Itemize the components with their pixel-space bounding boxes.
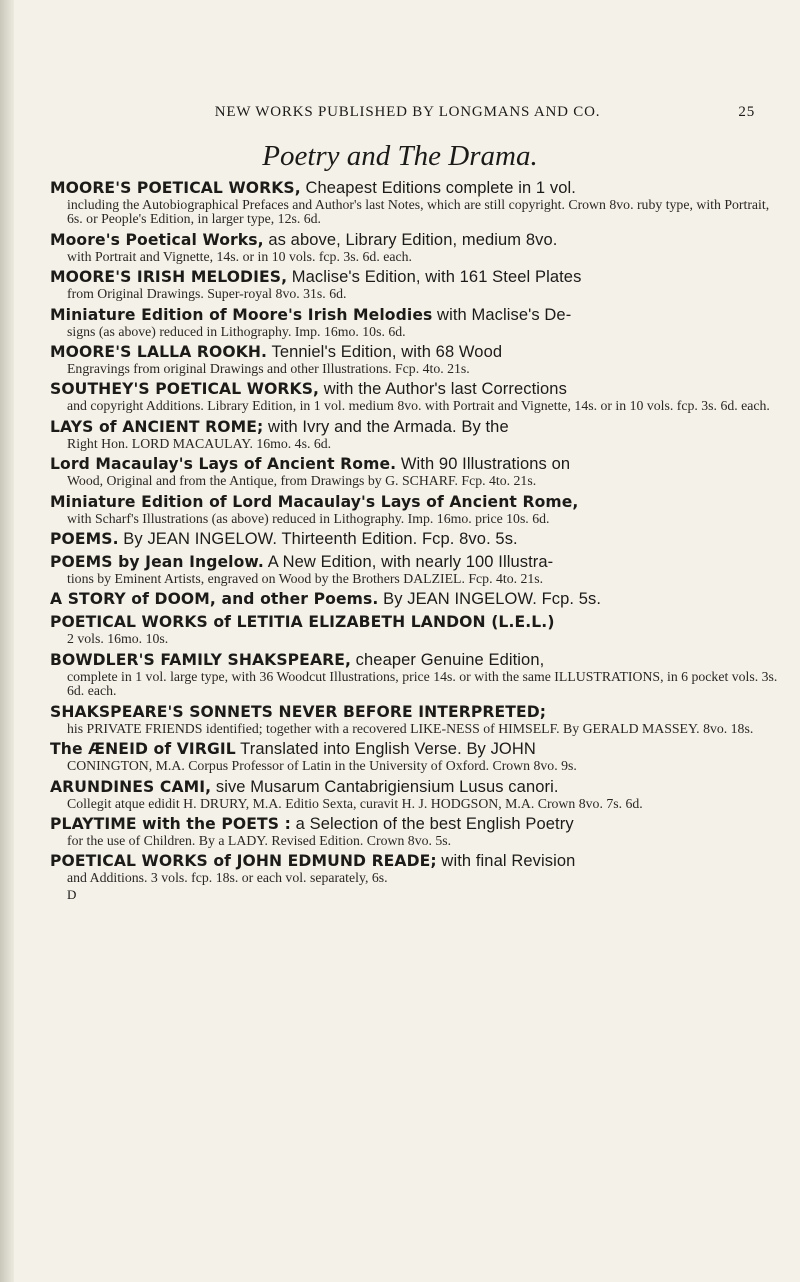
entry-title-continuation: as above, Library Edition, medium 8vo. <box>263 230 558 249</box>
entry-heading <box>50 778 780 797</box>
entry-title-continuation: A New Edition, with nearly 100 Illustra- <box>263 553 554 572</box>
page-number: 25 <box>738 104 755 120</box>
catalogue-entry <box>50 651 780 699</box>
entry-description: CONINGTON, M.A. Corpus Professor of Latin in the University of Oxford. Crown 8vo. 9s. <box>67 758 577 774</box>
entry-heading <box>50 590 780 609</box>
entry-description: with Portrait and Vignette, 14s. or in 10 vols. fcp. 3s. 6d. each. <box>67 248 412 264</box>
entry-heading <box>50 455 780 474</box>
entry-title: POETICAL WORKS of LETITIA ELIZABETH LANDON (L.E.L.) <box>50 613 555 632</box>
entry-heading <box>50 815 780 834</box>
entry-heading <box>50 553 780 572</box>
entry-title-continuation: Translated into English Verse. By JOHN <box>235 740 536 759</box>
entry-title: POEMS by Jean Ingelow. <box>50 553 264 572</box>
entry-heading <box>50 703 780 722</box>
printer-signature-mark: D <box>67 886 77 902</box>
entry-description: including the Autobiographical Prefaces and Author's last Notes, which are still copyright. Crown 8vo. ruby type, with Portrait, 6s. or People's Edition, in larger type, 12s. 6d. <box>67 197 770 227</box>
entry-description: Collegit atque edidit H. DRURY, M.A. Editio Sexta, curavit H. J. HODGSON, M.A. Crown 8vo. 7s. 6d. <box>67 795 643 811</box>
entry-title-continuation: With 90 Illustrations on <box>396 455 571 474</box>
catalogue-entry <box>50 778 780 811</box>
catalogue-entry <box>50 493 780 526</box>
entry-title-continuation: a Selection of the best English Poetry <box>290 814 574 833</box>
entry-title-continuation: cheaper Genuine Edition, <box>351 650 545 669</box>
entry-description: tions by Eminent Artists, engraved on Wood by the Brothers DALZIEL. Fcp. 4to. 21s. <box>67 571 544 587</box>
entry-description: for the use of Children. By a LADY. Revised Edition. Crown 8vo. 5s. <box>67 832 452 848</box>
entry-title: The ÆNEID of VIRGIL <box>50 740 236 759</box>
entry-description: 2 vols. 16mo. 10s. <box>67 631 169 647</box>
catalogue-entry <box>50 590 780 609</box>
entry-title-continuation: By JEAN INGELOW. Thirteenth Edition. Fcp. 8vo. 5s. <box>118 530 518 549</box>
catalogue-entry <box>50 306 780 339</box>
entry-title: MOORE'S LALLA ROOKH. <box>50 343 268 362</box>
catalogue-entries <box>50 179 780 903</box>
entry-title-continuation: with Ivry and the Armada. By the <box>263 417 509 436</box>
entry-title: SHAKSPEARE'S SONNETS NEVER BEFORE INTERPRETED; <box>50 702 547 721</box>
catalogue-entry <box>50 179 780 227</box>
entry-title: MOORE'S POETICAL WORKS, <box>50 179 301 197</box>
entry-description: complete in 1 vol. large type, with 36 Woodcut Illustrations, price 14s. or with the same ILLUSTRATIONS, in 6 pocket vols. 3s. 6d. each. <box>67 668 778 699</box>
catalogue-entry <box>50 418 780 451</box>
entry-title-continuation: Tenniel's Edition, with 68 Wood <box>267 343 503 362</box>
catalogue-entry <box>50 343 780 376</box>
entry-description: Right Hon. LORD MACAULAY. 16mo. 4s. 6d. <box>67 435 332 451</box>
entry-title: A STORY of DOOM, and other Poems. <box>50 590 379 609</box>
catalogue-entry <box>50 380 780 413</box>
section-title: Poetry and The Drama. <box>262 140 538 172</box>
catalogue-entry <box>50 852 780 885</box>
entry-title: Moore's Poetical Works, <box>50 230 264 249</box>
entry-heading <box>50 380 780 399</box>
catalogue-entry <box>50 268 780 301</box>
running-header <box>100 100 755 126</box>
entry-heading <box>50 852 780 871</box>
entry-title-continuation: sive Musarum Cantabrigiensium Lusus canori. <box>211 777 559 796</box>
entry-heading <box>50 343 780 362</box>
entry-heading <box>50 306 780 325</box>
entry-heading <box>50 231 780 250</box>
entry-heading <box>50 530 780 549</box>
entry-heading <box>50 651 780 670</box>
page-binding-shadow <box>0 0 14 1282</box>
catalogue-entry <box>50 703 780 736</box>
entry-description: from Original Drawings. Super-royal 8vo. 31s. 6d. <box>67 286 347 302</box>
entry-heading <box>50 493 780 512</box>
entry-title: LAYS of ANCIENT ROME; <box>50 417 264 436</box>
entry-title: BOWDLER'S FAMILY SHAKSPEARE, <box>50 650 351 669</box>
entry-description: signs (as above) reduced in Lithography. Imp. 16mo. 10s. 6d. <box>67 323 406 339</box>
entry-heading <box>50 179 780 198</box>
entry-description: with Scharf's Illustrations (as above) reduced in Lithography. Imp. 16mo. price 10s. 6d. <box>67 510 550 526</box>
entry-heading <box>50 740 780 759</box>
entry-description: and copyright Additions. Library Edition, in 1 vol. medium 8vo. with Portrait and Vignette, 14s. or in 10 vols. fcp. 3s. 6d. each. <box>67 398 770 414</box>
entry-description: Wood, Original and from the Antique, from Drawings by G. SCHARF. Fcp. 4to. 21s. <box>67 473 537 489</box>
catalogue-entry <box>50 231 780 264</box>
catalogue-entry <box>50 613 780 646</box>
entry-title-continuation: with Maclise's De- <box>432 305 572 324</box>
entry-description: and Additions. 3 vols. fcp. 18s. or each vol. separately, 6s. <box>67 870 388 886</box>
entry-title-continuation: with final Revision <box>436 852 576 871</box>
entry-title: ARUNDINES CAMI, <box>50 777 212 796</box>
entry-description: his PRIVATE FRIENDS identified; together with a recovered LIKE-NESS of HIMSELF. By GERALD MASSEY. 8vo. 18s. <box>67 720 754 736</box>
entry-title: Miniature Edition of Moore's Irish Melodies <box>50 305 433 324</box>
entry-heading <box>50 418 780 437</box>
catalogue-entry <box>50 815 780 848</box>
entry-title: POEMS. <box>50 530 119 549</box>
catalogue-entry <box>50 455 780 488</box>
entry-title: Miniature Edition of Lord Macaulay's Lays of Ancient Rome, <box>50 492 579 511</box>
catalogue-entry <box>50 740 780 773</box>
entry-title: Lord Macaulay's Lays of Ancient Rome. <box>50 455 397 474</box>
entry-heading <box>50 613 780 632</box>
entry-title-continuation: with the Author's last Corrections <box>319 380 567 399</box>
entry-title: SOUTHEY'S POETICAL WORKS, <box>50 380 320 399</box>
entry-title-continuation: Cheapest Editions complete in 1 vol. <box>300 179 576 197</box>
entry-description: Engravings from original Drawings and other Illustrations. Fcp. 4to. 21s. <box>67 361 470 377</box>
catalogue-entry <box>50 553 780 586</box>
catalogue-entry <box>50 530 780 549</box>
entry-title: POETICAL WORKS of JOHN EDMUND READE; <box>50 852 437 871</box>
entry-title: PLAYTIME with the POETS : <box>50 814 291 833</box>
running-title: NEW WORKS PUBLISHED BY LONGMANS AND CO. <box>214 104 601 120</box>
entry-title: MOORE'S IRISH MELODIES, <box>50 268 288 287</box>
entry-title-continuation: Maclise's Edition, with 161 Steel Plates <box>287 268 582 287</box>
entry-heading <box>50 268 780 287</box>
entry-title-continuation: By JEAN INGELOW. Fcp. 5s. <box>378 590 602 609</box>
